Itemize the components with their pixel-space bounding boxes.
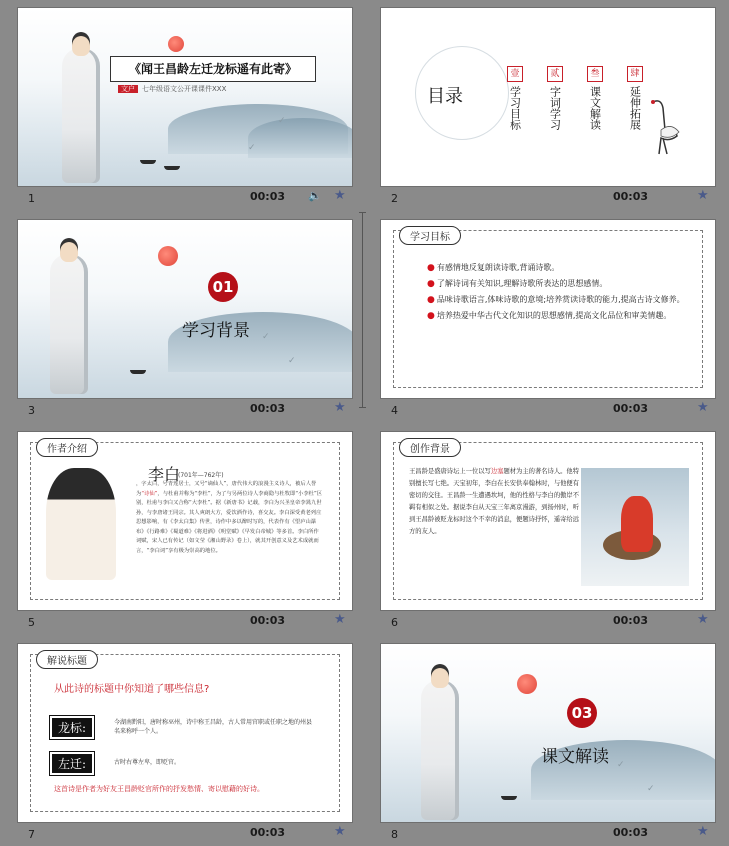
- slide-time: 00:03: [613, 614, 649, 627]
- section-tag: 作者介绍: [36, 438, 98, 457]
- slide-number: 4: [391, 404, 398, 417]
- star-icon[interactable]: ★: [697, 188, 709, 203]
- section-number: 03: [567, 698, 597, 728]
- term-label: 左迁:: [50, 752, 94, 775]
- slide-thumb-1[interactable]: [10, 0, 358, 210]
- section-number: 01: [208, 272, 238, 302]
- bird-icon: ✓: [262, 332, 270, 342]
- list-item: ● 品味诗歌语言,体味诗歌的意境;培养赏读诗歌的能力,提高古诗文修养。: [427, 295, 685, 305]
- slide-number: 3: [28, 404, 35, 417]
- toc-item: 贰 字词学习: [546, 66, 564, 134]
- slide-time: 00:03: [250, 826, 286, 839]
- section-title: 课文解读: [541, 747, 609, 767]
- list-item: ● 了解诗词有关知识,理解诗歌所表达的思想感情。: [427, 279, 608, 289]
- term-definition: 古时右尊左卑，即贬官。: [114, 759, 181, 766]
- goal-list: [427, 260, 687, 324]
- author-portrait: [46, 468, 116, 580]
- slide-6-canvas: [381, 432, 715, 610]
- author-name: 李白: [148, 465, 181, 484]
- slide-thumb-3[interactable]: [10, 212, 358, 422]
- sun-icon: [168, 36, 184, 52]
- term-definition: 今湖南黔阳，唐时称巫州，诗中称王昌龄，古人常用官职或任职之地的州县名来称呼一个人。: [114, 719, 313, 735]
- crane-icon: [647, 96, 681, 156]
- slide-time: 00:03: [250, 614, 286, 627]
- background-text: 王昌龄是盛唐诗坛上一位以写边塞题材为主的著名诗人。他特别擅长写七绝。天宝初年，李白在长安供奉翰林时，与他便有密切的交往。王昌龄一生遭遇坎坷，他的性格与李白的傲岸不羁有相似之处。据说李白从天宝三年离京漫游，到扬州时，听到王昌龄被贬龙标时这个不幸的消息，便题诗抒怀，遥寄给远方的友人。: [409, 468, 580, 535]
- poet-figure: [62, 48, 100, 183]
- star-icon[interactable]: ★: [334, 188, 346, 203]
- slide-2-canvas: [381, 8, 715, 186]
- star-icon[interactable]: ★: [697, 400, 709, 415]
- author-years: (701年—762年): [178, 472, 224, 479]
- slide-thumb-6[interactable]: [373, 424, 721, 634]
- slide-7-canvas: [18, 644, 352, 822]
- bird-icon: ✓: [278, 116, 286, 126]
- slide-thumb-8[interactable]: [373, 636, 721, 846]
- question-text: 从此诗的标题中你知道了哪些信息?: [54, 684, 210, 695]
- rider: [621, 496, 653, 552]
- slide-5-canvas: [18, 432, 352, 610]
- section-tag: 学习目标: [399, 226, 461, 245]
- speaker-icon[interactable]: 🔈: [308, 189, 322, 202]
- mountain: [248, 118, 352, 158]
- slide-time: 00:03: [250, 402, 286, 415]
- slide-number: 5: [28, 616, 35, 629]
- slide-thumb-5[interactable]: [10, 424, 358, 634]
- slide-subtitle: 文户 七年级语文公开课课件XXX: [118, 84, 226, 94]
- slide-1-canvas: [18, 8, 352, 186]
- slide-number: 2: [391, 192, 398, 205]
- slide-thumb-2[interactable]: [373, 0, 721, 210]
- list-item: ● 培养热爱中华古代文化知识的思想感情,提高文化品位和审美情趣。: [427, 311, 672, 321]
- sun-icon: [158, 246, 178, 266]
- slide-number: 6: [391, 616, 398, 629]
- boat: [164, 166, 180, 170]
- slide-8-canvas: [381, 644, 715, 822]
- boat: [130, 370, 146, 374]
- poet-figure: [50, 254, 88, 394]
- toc-heading: 目录: [427, 86, 463, 107]
- term-label: 龙标:: [50, 716, 94, 739]
- splitter-handle[interactable]: [362, 212, 363, 408]
- star-icon[interactable]: ★: [697, 612, 709, 627]
- star-icon[interactable]: ★: [334, 400, 346, 415]
- star-icon[interactable]: ★: [334, 612, 346, 627]
- slide-number: 7: [28, 828, 35, 841]
- toc-item: 肆 延伸拓展: [626, 66, 644, 134]
- slide-3-canvas: [18, 220, 352, 398]
- rider-painting: [581, 468, 689, 586]
- slide-time: 00:03: [613, 190, 649, 203]
- slide-number: 1: [28, 192, 35, 205]
- toc-item: 壹 学习目标: [506, 66, 524, 134]
- slide-thumb-7[interactable]: [10, 636, 358, 846]
- bird-icon: ✓: [248, 143, 256, 153]
- summary-text: 这首诗是作者为好友王昌龄贬官所作的抒发愁情、寄以慰藉的好诗。: [54, 785, 264, 793]
- section-tag: 解说标题: [36, 650, 98, 669]
- list-item: ● 有感情地反复朗读诗歌,背诵诗歌。: [427, 263, 560, 273]
- slide-title: 《闻王昌龄左迁龙标遥有此寄》: [110, 56, 316, 82]
- star-icon[interactable]: ★: [334, 824, 346, 839]
- sun-icon: [517, 674, 537, 694]
- slide-time: 00:03: [250, 190, 286, 203]
- slide-time: 00:03: [613, 826, 649, 839]
- section-title: 学习背景: [182, 321, 250, 341]
- bird-icon: ✓: [288, 356, 296, 366]
- slide-time: 00:03: [613, 402, 649, 415]
- toc-item: 叁 课文解读: [586, 66, 604, 134]
- boat: [140, 160, 156, 164]
- bird-icon: ✓: [617, 760, 625, 770]
- slide-number: 8: [391, 828, 398, 841]
- slide-thumb-4[interactable]: [373, 212, 721, 422]
- boat: [501, 796, 517, 800]
- bird-icon: ✓: [647, 784, 655, 794]
- author-bio: ，字太白，号青莲居士，又号“谪仙人”，唐代伟大的浪漫主义诗人，被后人誉为“诗仙”，与杜甫并称为“李杜”，为了与另两位诗人李商隐与杜牧即“小李杜”区别，杜甫与李白又合称“大李杜”。据《新唐书》记载，李白为兴圣皇帝李暠九世孙，与李唐诸王同宗。其人爽朗大方，爱饮酒作诗，喜交友。李白深受黄老列庄思想影响，有《李太白集》传世，诗作中多以醉时写的，代表作有《望庐山瀑布》《行路难》《蜀道难》《将进酒》《明堂赋》《早发白帝城》等多首。李白所作词赋，宋人已有传记（如文莹《湘山野录》卷上），就其开创意义及艺术成就而言，“李白词”享有极为崇高的地位。: [136, 481, 322, 554]
- section-tag: 创作背景: [399, 438, 461, 457]
- slide-4-canvas: [381, 220, 715, 398]
- poet-figure: [421, 680, 459, 820]
- star-icon[interactable]: ★: [697, 824, 709, 839]
